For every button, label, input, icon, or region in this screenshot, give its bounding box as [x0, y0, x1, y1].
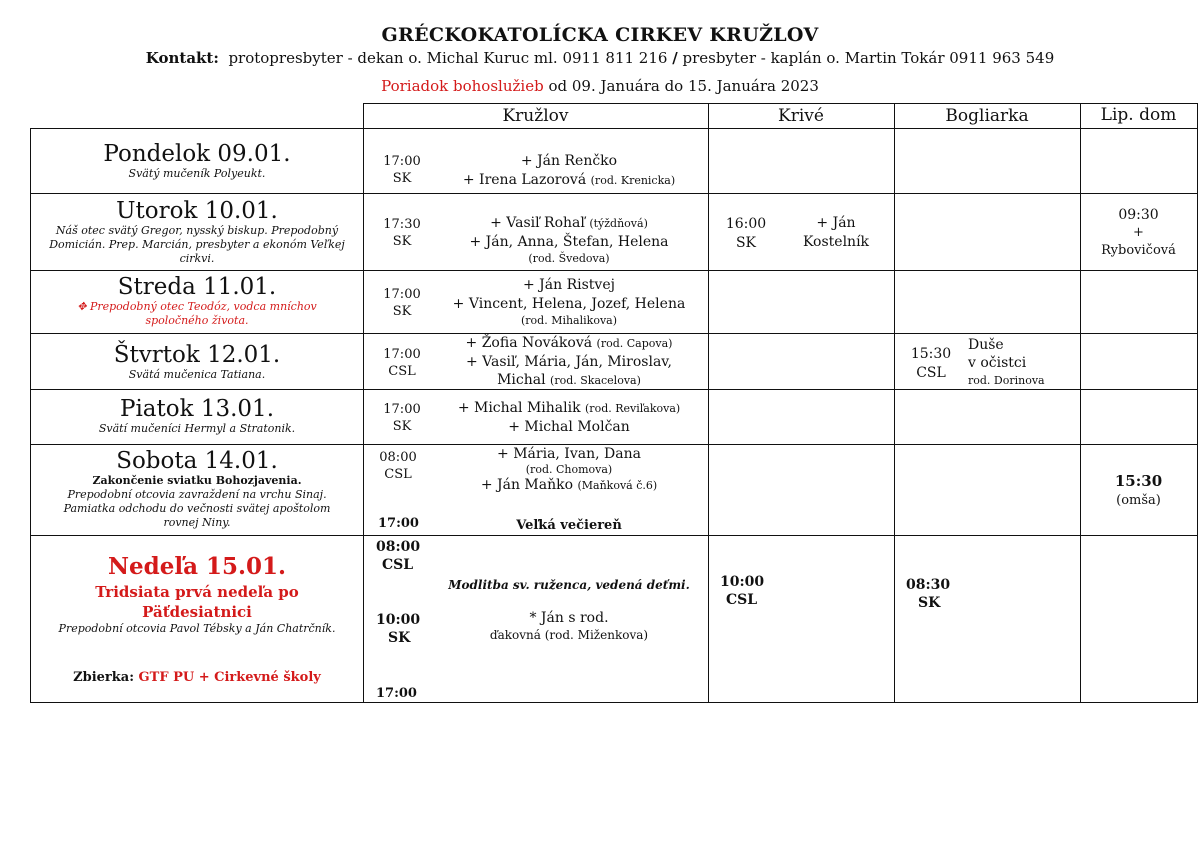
time-value: 17:00	[383, 154, 421, 169]
service-time	[906, 576, 950, 612]
intention-note: rod. Dorinova	[968, 374, 1045, 387]
contact-label: Kontakt:	[145, 49, 219, 67]
intention-note: (týždňová)	[589, 217, 648, 230]
period-line	[0, 77, 1200, 95]
header-bottom-line	[30, 128, 1198, 129]
rite-value: SK	[392, 234, 412, 249]
intention-line: (omša)	[1116, 493, 1161, 508]
intention-lipdom-tuesday	[1080, 206, 1197, 260]
row-divider	[30, 193, 1198, 194]
intention-note: (rod. Skacelova)	[550, 374, 641, 387]
rite-value: SK	[918, 595, 941, 611]
time-value: 17:00	[383, 287, 421, 302]
feast-description: Svätý mučeník Polyeukt.	[128, 167, 266, 180]
row-divider	[30, 270, 1198, 271]
intention-line: + Ján, Anna, Štefan, Helena	[469, 234, 669, 250]
day-name: Sobota 14.01.	[116, 448, 278, 474]
row-divider	[30, 535, 1198, 536]
rite-value: SK	[392, 171, 412, 186]
contact-line	[0, 49, 1200, 67]
feast-text: Prepodobný otec Teodóz, vodca mníchov spoločného života.	[89, 300, 317, 327]
intention-kruzlov-wednesday	[430, 276, 708, 328]
rite-value: SK	[735, 235, 757, 251]
intention-name: + Michal Mihalik	[457, 400, 581, 416]
intention-note: (rod. Mihalikova)	[520, 314, 618, 327]
intention-note: ďakovná (rod. Miženkova)	[489, 628, 649, 642]
rite-value: CSL	[382, 557, 414, 573]
service-time	[376, 449, 420, 483]
day-name: Streda 11.01.	[117, 274, 277, 300]
intention-note: (rod. Capova)	[596, 337, 673, 350]
day-cell-monday	[32, 141, 362, 181]
intention-line: + Ján	[816, 215, 856, 231]
service-time-evening: 17:00	[376, 686, 417, 701]
intention-note: (Maňková č.6)	[577, 479, 658, 492]
rite-value: CSL	[384, 467, 412, 482]
feast-title: Tridsiata prvá nedeľa po Päťdesiatnici	[95, 583, 299, 621]
time-value: 08:30	[906, 577, 951, 593]
service-time	[905, 345, 957, 383]
service-time	[380, 216, 424, 250]
intention-line	[430, 399, 708, 418]
intention-name: + Žofia Nováková	[465, 335, 593, 351]
service-time	[380, 153, 424, 187]
day-cell-thursday	[32, 342, 362, 382]
column-divider	[1080, 103, 1081, 703]
column-header-lipdom: Lip. dom	[1100, 105, 1177, 125]
intention-kruzlov-tuesday	[430, 214, 708, 266]
time-value: 08:00	[379, 450, 417, 465]
service-time	[720, 215, 772, 253]
time-value: 16:00	[725, 216, 767, 232]
time-value: 17:30	[383, 217, 421, 232]
column-divider	[30, 128, 31, 703]
intention-line	[430, 214, 708, 233]
intention-line: * Ján s rod.	[529, 610, 609, 626]
feast-description: Prepodobní otcovia zavraždení na vrchu Sinaj. Pamiatka odchodu do večnosti svätej apoštolom rovnej Niny.	[63, 488, 331, 529]
day-name: Štvrtok 12.01.	[113, 342, 281, 368]
intention-line: + Vincent, Helena, Jozef, Helena	[452, 296, 686, 312]
intention-note: (rod. Švedova)	[528, 252, 610, 265]
intention-name: Michal	[497, 372, 546, 388]
period-range: od 09. Januára do 15. Januára 2023	[548, 77, 819, 95]
page-title: GRÉCKOKATOLÍCKA CIRKEV KRUŽLOV	[381, 24, 819, 46]
feast-description: Náš otec svätý Gregor, nysský biskup. Prepodobný Domicián. Prep. Marcián, presbyter a ekonóm Veľkej cirkvi.	[49, 224, 345, 265]
intention-name: + Ján Maňko	[480, 477, 574, 493]
time-value: 15:30	[910, 346, 952, 362]
column-header-bogliarka: Bogliarka	[945, 106, 1029, 126]
time-value: 09:30	[1118, 207, 1159, 223]
intention-note: (rod. Krenicka)	[590, 174, 676, 187]
collection-value: GTF PU + Cirkevné školy	[138, 670, 321, 685]
rite-value: CSL	[726, 592, 758, 608]
column-divider	[708, 103, 709, 703]
cross-icon: ✥	[77, 300, 87, 313]
rite-value: SK	[392, 304, 412, 319]
time-value: 17:00	[383, 347, 421, 362]
intention-kruzlov-thursday	[430, 334, 708, 390]
contact-chaplain: presbyter - kaplán o. Martin Tokár 0911 963 549	[682, 49, 1055, 67]
column-divider	[1197, 103, 1198, 703]
column-header-kruzlov: Kružlov	[502, 106, 569, 126]
table-top-line	[363, 103, 1198, 104]
day-name: Nedeľa 15.01.	[107, 553, 287, 580]
intention-note: (rod. Chomova)	[525, 463, 613, 476]
time-value: 10:00	[376, 612, 421, 628]
intention-line	[430, 476, 708, 495]
day-cell-saturday	[32, 448, 362, 530]
time-value: 15:30	[1114, 472, 1163, 490]
intention-line: v očistci	[968, 355, 1027, 371]
intention-line: + Ján Renčko	[520, 153, 618, 169]
day-cell-friday	[32, 396, 362, 436]
table-bottom-line	[30, 702, 1198, 703]
column-divider	[894, 103, 895, 703]
time-value: 08:00	[376, 539, 421, 555]
intention-line: Duše	[968, 337, 1004, 353]
period-label: Poriadok bohoslužieb	[381, 77, 544, 95]
contact-dean: protopresbyter - dekan o. Michal Kuruc ml. 0911 811 216	[228, 49, 668, 67]
day-cell-wednesday	[32, 274, 362, 328]
collection-label: Zbierka:	[73, 670, 135, 685]
day-cell-tuesday	[32, 198, 362, 266]
column-header-krive: Krivé	[778, 106, 824, 126]
day-cell-sunday	[32, 552, 362, 636]
intention-kruzlov-sunday	[430, 609, 708, 643]
feast-description: Prepodobní otcovia Pavol Tébsky a Ján Chatrčník.	[58, 622, 336, 635]
intention-line: Kostelník	[802, 234, 870, 250]
service-time	[720, 573, 764, 609]
intention-bogliarka-thursday	[968, 336, 1078, 390]
feast-title: Zakončenie sviatku Bohozjavenia.	[92, 474, 302, 487]
feast-description: Svätí mučeníci Hermyl a Stratonik.	[98, 422, 296, 435]
service-time	[380, 346, 424, 380]
intention-note: (rod. Reviľakova)	[585, 402, 681, 415]
rite-value: SK	[392, 419, 412, 434]
rite-value: SK	[388, 630, 411, 646]
day-name: Piatok 13.01.	[119, 396, 275, 422]
intention-krive-tuesday	[784, 214, 888, 252]
intention-line: + Mária, Ivan, Dana	[497, 446, 641, 462]
intention-line	[430, 171, 708, 190]
intention-line: + Ján Ristvej	[523, 277, 615, 293]
intention-line: Rybovičová	[1101, 243, 1176, 258]
service-time	[380, 286, 424, 320]
feast-description	[32, 300, 362, 328]
rosary-prayer: Modlitba sv. ruženca, vedená deťmi.	[448, 578, 690, 592]
intention-kruzlov-monday	[430, 152, 708, 190]
intention-kruzlov-saturday	[430, 445, 708, 495]
intention-line: + Michal Molčan	[508, 419, 630, 435]
intention-line	[430, 371, 708, 390]
intention-name: + Vasiľ Rohaľ	[490, 215, 585, 231]
intention-lipdom-saturday	[1080, 472, 1197, 510]
rite-value: CSL	[916, 365, 946, 381]
service-time-evening: 17:00	[378, 516, 419, 531]
service-time	[376, 538, 420, 574]
day-name: Utorok 10.01.	[116, 198, 278, 224]
collection-line	[32, 670, 362, 685]
service-time	[380, 401, 424, 435]
intention-line: +	[1133, 225, 1144, 240]
vespers-label: Veľká večiereň	[516, 518, 622, 533]
intention-line	[430, 334, 708, 353]
feast-description: Svätá mučenica Tatiana.	[128, 368, 266, 381]
column-divider	[363, 103, 364, 703]
rite-value: CSL	[388, 364, 416, 379]
day-name: Pondelok 09.01.	[103, 141, 291, 167]
intention-line: + Vasiľ, Mária, Ján, Miroslav,	[465, 354, 672, 370]
intention-name: + Irena Lazorová	[462, 172, 587, 188]
intention-kruzlov-friday	[430, 399, 708, 437]
service-time	[376, 611, 420, 647]
time-value: 17:00	[383, 402, 421, 417]
contact-separator: /	[672, 49, 678, 67]
time-value: 10:00	[720, 574, 765, 590]
